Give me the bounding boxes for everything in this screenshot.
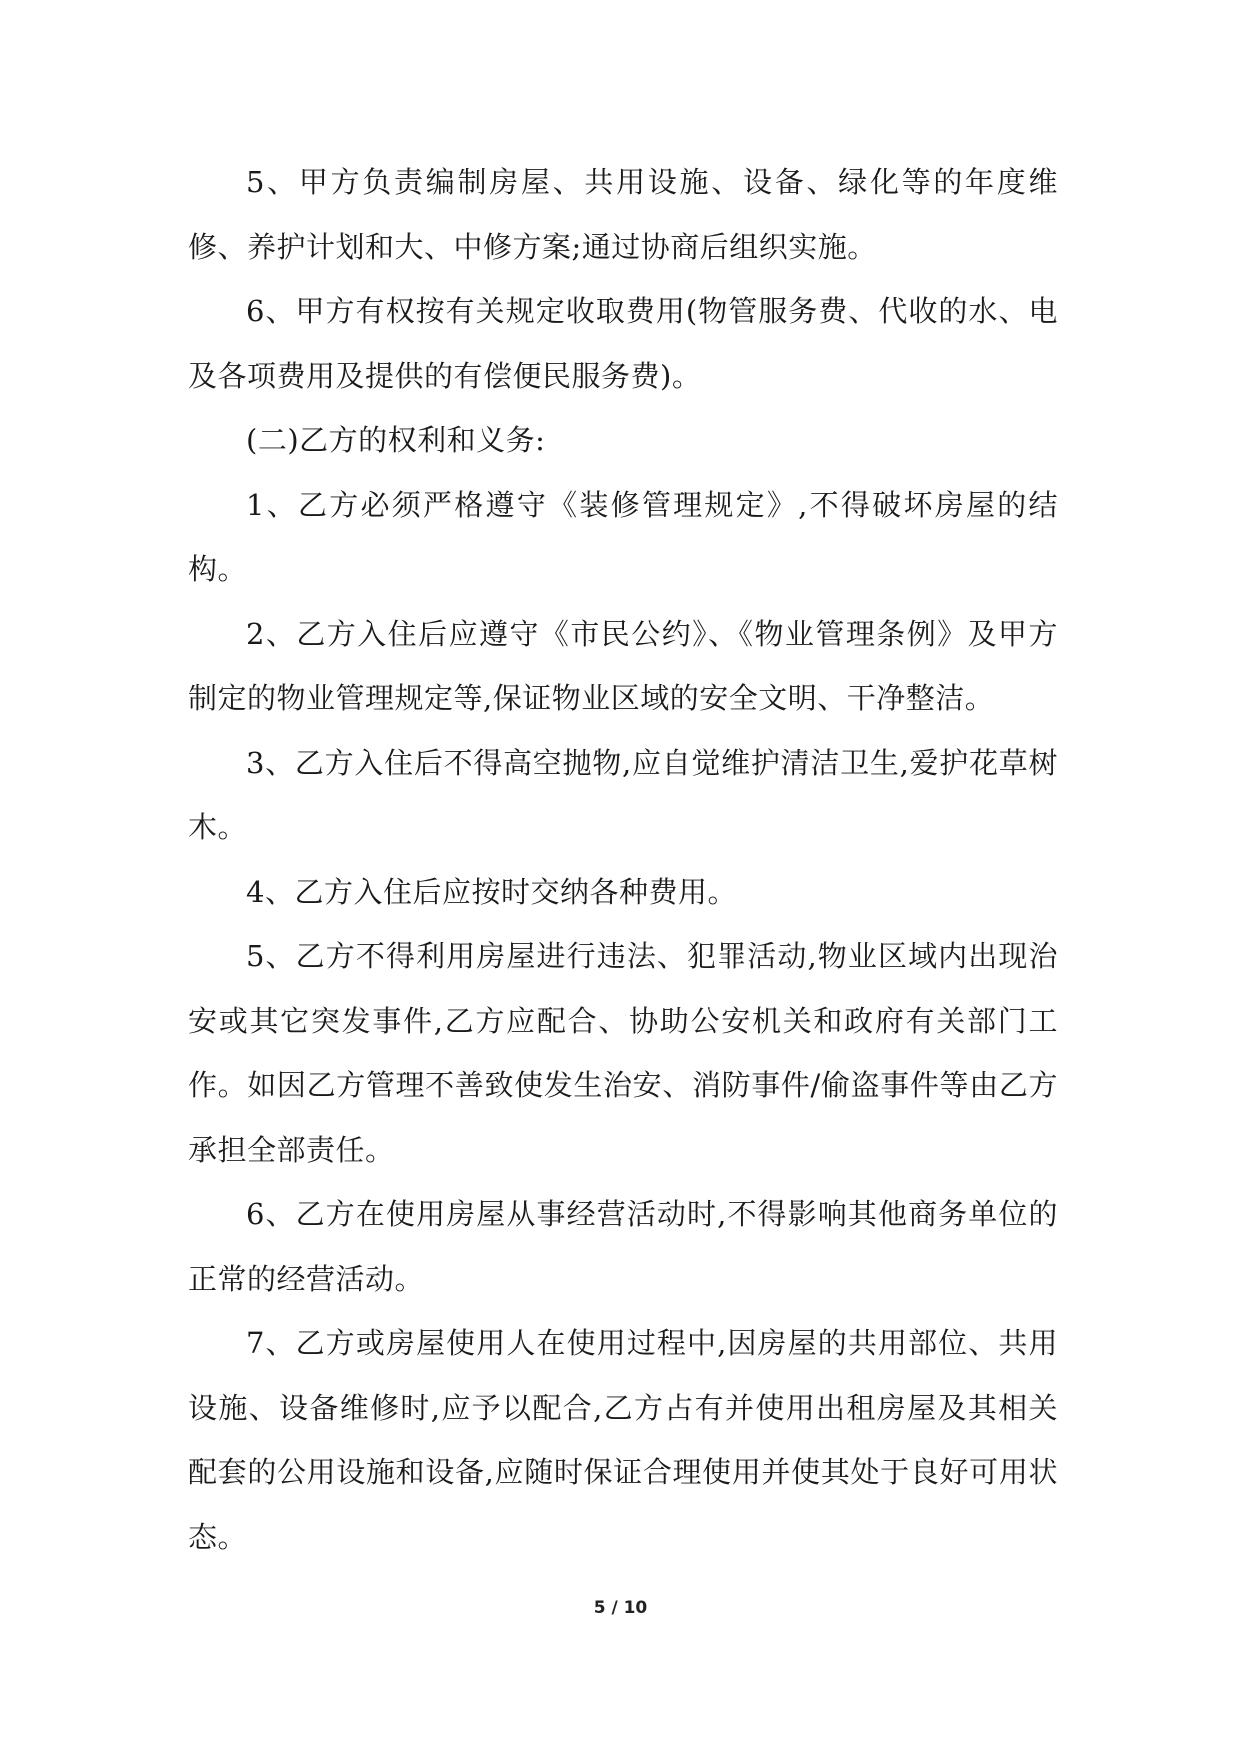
paragraph-party-b-item-3: 3、乙方入住后不得高空抛物,应自觉维护清洁卫生,爱护花草树木。 — [188, 745, 1058, 844]
paragraph-party-b-item-6: 6、乙方在使用房屋从事经营活动时,不得影响其他商务单位的正常的经营活动。 — [188, 1197, 1058, 1296]
paragraph-party-b-item-4: 4、乙方入住后应按时交纳各种费用。 — [246, 874, 737, 909]
paragraph-party-b-item-5: 5、乙方不得利用房屋进行违法、犯罪活动,物业区域内出现治安或其它突发事件,乙方应配合、协助公安机关和政府有关部门工作。如因乙方管理不善致使发生治安、消防事件/偷盗事件等由乙方承担全部责任。 — [188, 939, 1058, 1167]
paragraph-party-b-item-7: 7、乙方或房屋使用人在使用过程中,因房屋的共用部位、共用设施、设备维修时,应予以配合,乙方占有并使用出租房屋及其相关配套的公用设施和设备,应随时保证合理使用并使其处于良好可用状态。 — [188, 1326, 1058, 1554]
paragraph-party-a-item-5: 5、甲方负责编制房屋、共用设施、设备、绿化等的年度维修、养护计划和大、中修方案;通过协商后组织实施。 — [188, 165, 1058, 264]
paragraph-party-b-item-2: 2、乙方入住后应遵守《市民公约》、《物业管理条例》及甲方制定的物业管理规定等,保证物业区域的安全文明、干净整洁。 — [188, 616, 1058, 715]
paragraph-party-b-item-1: 1、乙方必须严格遵守《装修管理规定》,不得破坏房屋的结构。 — [188, 487, 1058, 586]
page-number: 5 / 10 — [593, 1598, 648, 1618]
section-heading-party-b: (二)乙方的权利和义务: — [246, 423, 546, 457]
document-body — [188, 150, 1058, 1569]
paragraph-party-a-item-6: 6、甲方有权按有关规定收取费用(物管服务费、代收的水、电及各项费用及提供的有偿便民服务费)。 — [188, 294, 1058, 393]
